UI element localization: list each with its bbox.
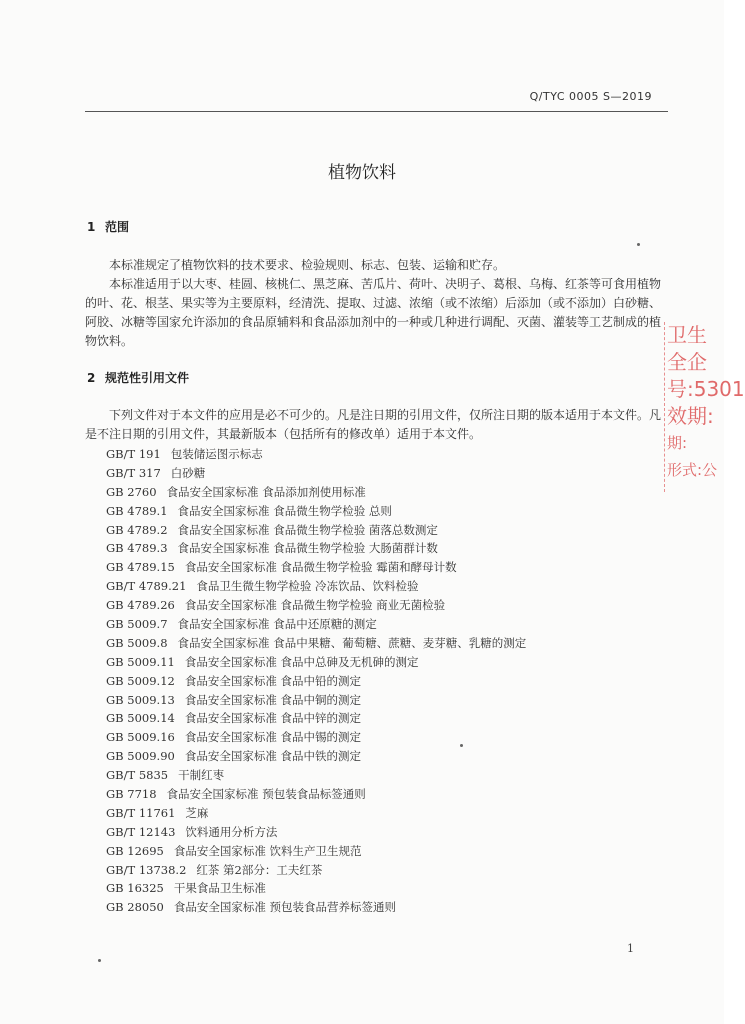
reference-code: GB 5009.11 bbox=[106, 654, 175, 669]
reference-title: 白砂糖 bbox=[170, 465, 206, 480]
reference-item bbox=[106, 539, 666, 558]
reference-title: 芝麻 bbox=[185, 805, 209, 820]
reference-title: 食品安全国家标准 食品中铅的测定 bbox=[184, 673, 362, 688]
scan-speck bbox=[460, 744, 463, 747]
scan-speck bbox=[637, 243, 640, 246]
section-1-title: 范围 bbox=[105, 220, 130, 234]
reference-code: GB 4789.26 bbox=[106, 598, 175, 613]
reference-title: 食品安全国家标准 食品微生物学检验 总则 bbox=[177, 503, 392, 518]
reference-item bbox=[106, 747, 666, 766]
reference-title: 食品安全国家标准 食品微生物学检验 商业无菌检验 bbox=[184, 598, 446, 613]
reference-code: GB 5009.14 bbox=[106, 711, 175, 726]
reference-code: GB 2760 bbox=[106, 484, 157, 499]
stamp-line: 效期: bbox=[667, 404, 714, 428]
reference-code: GB/T 191 bbox=[106, 447, 161, 461]
reference-code: GB/T 13738.2 bbox=[106, 862, 187, 877]
document-code: Q/TYC 0005 S—2019 bbox=[529, 90, 652, 103]
reference-title: 食品安全国家标准 食品添加剂使用标准 bbox=[166, 484, 366, 499]
reference-item bbox=[106, 823, 666, 842]
section-2-title: 规范性引用文件 bbox=[105, 371, 190, 385]
reference-item bbox=[106, 483, 666, 502]
reference-title: 干制红枣 bbox=[178, 768, 225, 783]
reference-code: GB/T 317 bbox=[106, 465, 161, 480]
reference-item bbox=[106, 691, 666, 710]
reference-title: 食品安全国家标准 食品中锡的测定 bbox=[184, 730, 362, 745]
reference-item bbox=[106, 785, 666, 804]
reference-code: GB/T 4789.21 bbox=[106, 579, 187, 594]
reference-code: GB 4789.3 bbox=[106, 541, 168, 556]
reference-item bbox=[106, 521, 666, 540]
stamp-line: 期: bbox=[667, 434, 688, 452]
reference-code: GB/T 5835 bbox=[106, 768, 169, 783]
stamp-line: 形式:公 bbox=[667, 461, 718, 479]
reference-title: 食品安全国家标准 食品微生物学检验 大肠菌群计数 bbox=[177, 541, 438, 556]
reference-title: 食品安全国家标准 预包装食品营养标签通则 bbox=[173, 900, 397, 915]
reference-title: 食品卫生微生物学检验 冷冻饮品、饮料检验 bbox=[196, 579, 419, 594]
reference-title: 包装储运图示标志 bbox=[170, 447, 263, 461]
reference-title: 食品安全国家标准 食品微生物学检验 菌落总数测定 bbox=[177, 522, 438, 537]
reference-item bbox=[106, 502, 666, 521]
reference-item bbox=[106, 861, 666, 880]
reference-code: GB 28050 bbox=[106, 900, 164, 915]
section-1-heading bbox=[87, 218, 129, 235]
stamp-line: 全企 bbox=[667, 350, 707, 374]
reference-code: GB 5009.7 bbox=[106, 617, 168, 632]
stamp-line: 卫生 bbox=[667, 323, 707, 347]
stamp-line: 号:5301 bbox=[667, 377, 745, 401]
reference-item bbox=[106, 577, 666, 596]
reference-title: 食品安全国家标准 食品中果糖、葡萄糖、蔗糖、麦芽糖、乳糖的测定 bbox=[177, 635, 527, 650]
reference-item bbox=[106, 842, 666, 861]
reference-code: GB 4789.15 bbox=[106, 560, 175, 575]
section-1-number: 1 bbox=[87, 220, 96, 234]
section-2-number: 2 bbox=[87, 371, 96, 385]
reference-title: 食品安全国家标准 饮料生产卫生规范 bbox=[173, 843, 362, 858]
reference-code: GB 4789.2 bbox=[106, 522, 168, 537]
reference-code: GB 5009.90 bbox=[106, 749, 175, 764]
reference-item bbox=[106, 672, 666, 691]
section-1-paragraph-1: 本标准规定了植物饮料的技术要求、检验规则、标志、包装、运输和贮存。 bbox=[109, 258, 506, 272]
reference-item bbox=[106, 898, 666, 917]
reference-title: 食品安全国家标准 食品中锌的测定 bbox=[184, 711, 362, 726]
reference-title: 食品安全国家标准 食品中还原糖的测定 bbox=[177, 617, 377, 632]
reference-list bbox=[106, 445, 666, 917]
reference-title: 干果食品卫生标准 bbox=[173, 881, 266, 896]
reference-code: GB 16325 bbox=[106, 881, 164, 896]
header-rule bbox=[85, 111, 668, 112]
reference-title: 食品安全国家标准 预包装食品标签通则 bbox=[166, 787, 366, 802]
reference-item bbox=[106, 879, 666, 898]
reference-title: 食品安全国家标准 食品中铁的测定 bbox=[184, 749, 362, 764]
reference-title: 红茶 第2部分：工夫红茶 bbox=[196, 862, 323, 877]
page-number: 1 bbox=[627, 942, 634, 955]
reference-item bbox=[106, 596, 666, 615]
reference-title: 食品安全国家标准 食品微生物学检验 霉菌和酵母计数 bbox=[184, 560, 457, 575]
reference-item bbox=[106, 634, 666, 653]
reference-code: GB 12695 bbox=[106, 843, 164, 858]
reference-item bbox=[106, 653, 666, 672]
reference-code: GB/T 11761 bbox=[106, 805, 176, 820]
reference-item bbox=[106, 766, 666, 785]
reference-item bbox=[106, 804, 666, 823]
reference-item bbox=[106, 445, 666, 464]
reference-code: GB 5009.12 bbox=[106, 673, 175, 688]
reference-code: GB/T 12143 bbox=[106, 824, 176, 839]
reference-code: GB 5009.13 bbox=[106, 692, 175, 707]
reference-code: GB 4789.1 bbox=[106, 503, 168, 518]
scan-speck bbox=[98, 959, 101, 962]
reference-code: GB 5009.16 bbox=[106, 730, 175, 745]
red-stamp bbox=[664, 322, 745, 492]
reference-title: 饮料通用分析方法 bbox=[185, 824, 278, 839]
reference-item bbox=[106, 709, 666, 728]
reference-title: 食品安全国家标准 食品中铜的测定 bbox=[184, 692, 362, 707]
document-title: 植物饮料 bbox=[328, 163, 396, 183]
section-2-intro: 下列文件对于本文件的应用是必不可少的。凡是注日期的引用文件，仅所注日期的版本适用于本文件。凡是不注日期的引用文件，其最新版本（包括所有的修改单）适用于本文件。 bbox=[85, 408, 662, 441]
reference-item bbox=[106, 558, 666, 577]
reference-title: 食品安全国家标准 食品中总砷及无机砷的测定 bbox=[184, 654, 419, 669]
reference-item bbox=[106, 728, 666, 747]
reference-code: GB 5009.8 bbox=[106, 635, 168, 650]
reference-item bbox=[106, 464, 666, 483]
reference-item bbox=[106, 615, 666, 634]
section-2-heading bbox=[87, 369, 189, 386]
reference-code: GB 7718 bbox=[106, 787, 157, 802]
section-1-paragraph-2: 本标准适用于以大枣、桂圆、核桃仁、黑芝麻、苦瓜片、荷叶、决明子、葛根、乌梅、红茶等可食用植物的叶、花、根茎、果实等为主要原料，经清洗、提取、过滤、浓缩（或不浓缩）后添加（或不添加）白砂糖、阿胶、冰糖等国家允许添加的食品原辅料和食品添加剂中的一种或几种进行调配、灭菌、灌装等工艺制成的植物饮料。 bbox=[85, 277, 662, 348]
